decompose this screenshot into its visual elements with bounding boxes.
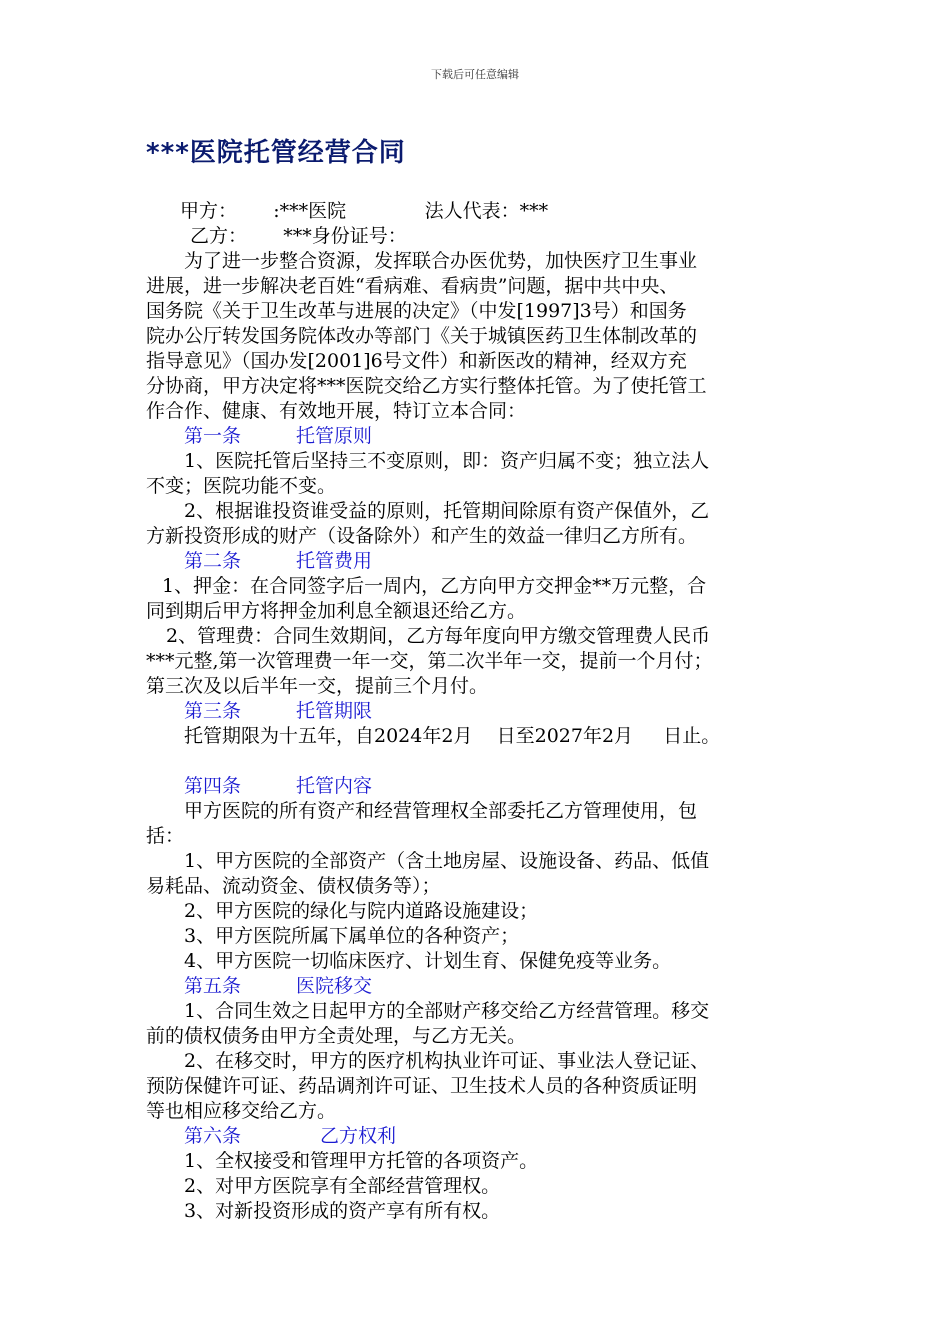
section-heading-5 xyxy=(184,974,848,999)
section-title: 托管原则 xyxy=(296,425,373,447)
clause-line: 4、甲方医院一切临床医疗、计划生育、保健免疫等业务。 xyxy=(184,950,672,972)
section-title: 医院移交 xyxy=(296,975,373,997)
preamble-line: 进展，进一步解决老百姓“看病难、看病贵”问题，据中共中央、 xyxy=(146,275,679,297)
section-number: 第一条 xyxy=(184,425,242,447)
section-number: 第六条 xyxy=(184,1125,242,1147)
clause-line: 托管期限为十五年，自2024年2月 日至2027年2月 日止。 xyxy=(184,725,721,747)
clause-line: 1、全权接受和管理甲方托管的各项资产。 xyxy=(184,1150,539,1172)
section-heading-3 xyxy=(184,699,848,724)
clause-line: 不变；医院功能不变。 xyxy=(146,475,337,497)
section-title: 托管期限 xyxy=(296,700,373,722)
section-heading-4 xyxy=(184,774,848,799)
clause-line: 1、押金：在合同签字后一周内，乙方向甲方交押金**万元整，合 xyxy=(162,575,707,597)
clause-line: 甲方医院的所有资产和经营管理权全部委托乙方管理使用，包 xyxy=(184,800,698,822)
clause-line: 2、在移交时，甲方的医疗机构执业许可证、事业法人登记证、 xyxy=(184,1050,710,1072)
preamble-line: 院办公厅转发国务院体改办等部门《关于城镇医药卫生体制改革的 xyxy=(146,325,698,347)
section-title: 乙方权利 xyxy=(320,1125,397,1147)
clause-line: 前的债权债务由甲方全责处理，与乙方无关。 xyxy=(146,1025,527,1047)
preamble-line: 国务院《关于卫生改革与进展的决定》（中发[1997]3号）和国务 xyxy=(146,300,687,322)
clause-line: 2、甲方医院的绿化与院内道路设施建设； xyxy=(184,900,539,922)
clause-line: 易耗品、流动资金、债权债务等）； xyxy=(146,875,441,897)
clause-line: 第三次及以后半年一交，提前三个月付。 xyxy=(146,675,489,697)
section-heading-6 xyxy=(184,1124,848,1149)
section-title: 托管费用 xyxy=(296,550,373,572)
section-heading-2 xyxy=(184,549,848,574)
document-title: ***医院托管经营合同 xyxy=(146,138,406,168)
clause-line: 1、合同生效之日起甲方的全部财产移交给乙方经营管理。移交 xyxy=(184,1000,710,1022)
section-heading-1 xyxy=(184,424,848,449)
clause-line: 3、对新投资形成的资产享有所有权。 xyxy=(184,1200,501,1222)
clause-line: 3、甲方医院所属下属单位的各种资产； xyxy=(184,925,520,947)
preamble-line: 指导意见》（国办发[2001]6号文件）和新医改的精神，经双方充 xyxy=(146,350,687,372)
clause-line: 方新投资形成的财产（设备除外）和产生的效益一律归乙方所有。 xyxy=(146,525,698,547)
section-title: 托管内容 xyxy=(296,775,373,797)
section-number: 第五条 xyxy=(184,975,242,997)
section-number: 第三条 xyxy=(184,700,242,722)
section-number: 第二条 xyxy=(184,550,242,572)
clause-line: 2、根据谁投资谁受益的原则，托管期间除原有资产保值外，乙 xyxy=(184,500,710,522)
section-number: 第四条 xyxy=(184,775,242,797)
party-a-line: 甲方： :***医院 法人代表：*** xyxy=(180,200,549,222)
clause-line: 同到期后甲方将押金加利息全额退还给乙方。 xyxy=(146,600,527,622)
preamble-line: 作合作、健康、有效地开展，特订立本合同： xyxy=(146,400,527,422)
party-b-line: 乙方： ***身份证号： xyxy=(190,225,407,247)
clause-line: 1、甲方医院的全部资产（含土地房屋、设施设备、药品、低值 xyxy=(184,850,710,872)
clause-line: 2、管理费：合同生效期间，乙方每年度向甲方缴交管理费人民币 xyxy=(166,625,711,647)
preamble-line: 分协商，甲方决定将***医院交给乙方实行整体托管。为了使托管工 xyxy=(146,375,707,397)
clause-line: ***元整,第一次管理费一年一交，第二次半年一交，提前一个月付； xyxy=(146,650,713,672)
preamble-line: 为了进一步整合资源，发挥联合办医优势，加快医疗卫生事业 xyxy=(184,250,698,272)
clause-line: 2、对甲方医院享有全部经营管理权。 xyxy=(184,1175,501,1197)
page-header-note: 下载后可任意编辑 xyxy=(431,68,519,81)
clause-line: 等也相应移交给乙方。 xyxy=(146,1100,337,1122)
clause-line: 预防保健许可证、药品调剂许可证、卫生技术人员的各种资质证明 xyxy=(146,1075,698,1097)
clause-line: 1、医院托管后坚持三不变原则，即：资产归属不变；独立法人 xyxy=(184,450,710,472)
clause-line: 括： xyxy=(146,825,185,847)
